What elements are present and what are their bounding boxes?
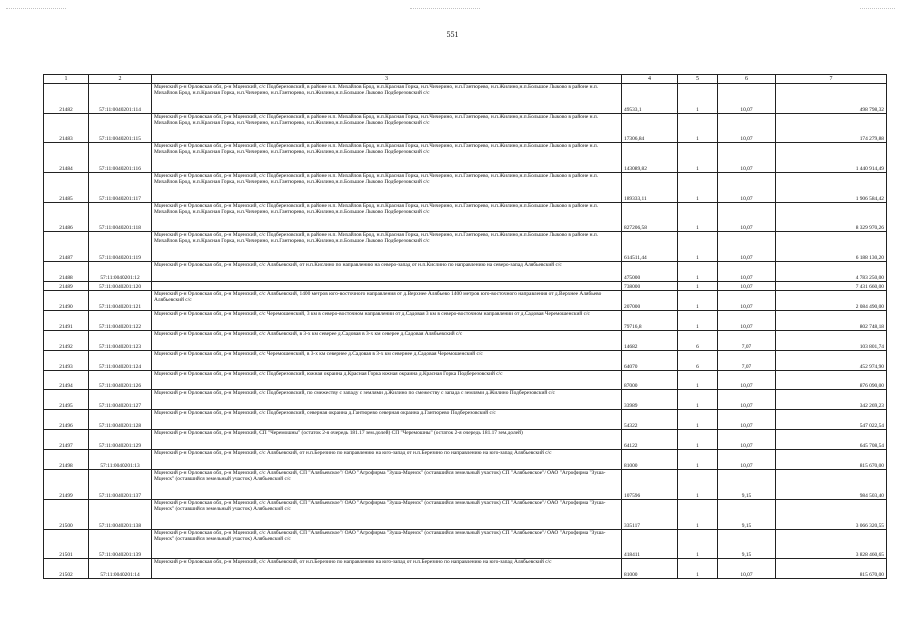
area-value: 189333,11	[622, 173, 678, 203]
rate-value: 10,07	[718, 203, 776, 232]
table-row	[44, 351, 887, 371]
cadastral-number: 57:11:0040201:127	[89, 390, 152, 410]
location-description: Мценский р-н Орловская обл, р-н Мценский, с/с Алябьевский, от н.п.Березино по направлению на юго-запад от н.п.Березино по направлению на юго-запад Алябьевский с/с	[152, 559, 622, 579]
group-value: 1	[678, 282, 718, 291]
location-description: Мценский р-н Орловская обл, р-н Мценский, с/с Алябьевский, в 3-х км северее д.Садовая в 3-х км северее д.Садовая Алябьевский с/с	[152, 331, 622, 351]
group-value: 1	[678, 232, 718, 262]
cadastral-number: 57:11:0040201:14	[89, 559, 152, 579]
row-number: 21494	[44, 371, 89, 390]
column-header: 6	[718, 75, 776, 84]
cadastral-value: 8 329 970,26	[776, 203, 887, 232]
cadastral-number: 57:11:0040201:139	[89, 530, 152, 559]
scan-artifact	[860, 8, 895, 10]
rate-value: 10,07	[718, 143, 776, 173]
cadastral-value: 1 440 914,49	[776, 143, 887, 173]
area-value: 207000	[622, 291, 678, 311]
rate-value: 10,07	[718, 114, 776, 143]
cadastral-value: 802 748,18	[776, 311, 887, 331]
cadastral-value: 984 503,40	[776, 470, 887, 500]
group-value: 1	[678, 173, 718, 203]
row-number: 21488	[44, 262, 89, 282]
cadastral-number: 57:11:0040201:116	[89, 143, 152, 173]
column-header: 2	[89, 75, 152, 84]
table-row	[44, 410, 887, 430]
row-number: 21485	[44, 173, 89, 203]
group-value: 1	[678, 114, 718, 143]
row-number: 21495	[44, 390, 89, 410]
table-row	[44, 530, 887, 559]
area-value: 418411	[622, 530, 678, 559]
cadastral-value: 342 269,23	[776, 390, 887, 410]
row-number: 21496	[44, 410, 89, 430]
table-row	[44, 390, 887, 410]
cadastral-number: 57:11:0040201:114	[89, 84, 152, 114]
cadastral-number: 57:11:0040201:119	[89, 232, 152, 262]
location-description: Мценский р-н Орловская обл, р-н Мценский, с/с Подберезовский, южная окраина д.Красная Горка южная окраина д.Красная Горка Подберезовский с/с	[152, 371, 622, 390]
group-value: 1	[678, 203, 718, 232]
area-value: 79716,8	[622, 311, 678, 331]
table-row	[44, 311, 887, 331]
area-value: 143089,82	[622, 143, 678, 173]
group-value: 1	[678, 410, 718, 430]
location-description: Мценский р-н Орловская обл, р-н Мценский, с/с Подберезовский, по смежеству с западу с землями д.Жилино по смежеству с запада с землями д.Жилино Подберезовский с/с	[152, 390, 622, 410]
rate-value: 10,07	[718, 559, 776, 579]
location-description: Мценский р-н Орловская обл, р-н Мценский, с/с Подберезовский, в районе н.п. Михайлов Брод, н.п.Красная Горка, н.п.Чичерино, н.п.Гантюрево, н.п.Жилино,н.п.Большое Лыково в районе н.п. Михайлов Брод, н.п.Красная Горка, н.п.Чичерино, н.п.Гантюрево, н.п.Жилино,н.п.Большое Лыково Подберезовский с/с	[152, 232, 622, 262]
column-header: 3	[152, 75, 622, 84]
group-value: 1	[678, 559, 718, 579]
row-number: 21487	[44, 232, 89, 262]
table-row	[44, 173, 887, 203]
area-value: 54322	[622, 410, 678, 430]
cadastral-number: 57:11:0040201:121	[89, 291, 152, 311]
area-value: 64070	[622, 351, 678, 371]
cadastral-value: 2 084 490,00	[776, 291, 887, 311]
row-number: 21489	[44, 282, 89, 291]
rate-value: 10,07	[718, 291, 776, 311]
row-number: 21486	[44, 203, 89, 232]
group-value: 6	[678, 331, 718, 351]
group-value: 6	[678, 351, 718, 371]
location-description: Мценский р-н Орловская обл, р-н Мценский, с/с Черемошенский, 3 км в северо-восточном направлении от д.Садовая 3 км в северо-восточном направлении от д.Садовая Черемошенский с/с	[152, 311, 622, 331]
group-value: 1	[678, 530, 718, 559]
column-header: 1	[44, 75, 89, 84]
cadastral-value: 103 801,74	[776, 331, 887, 351]
group-value: 1	[678, 500, 718, 530]
cadastral-number: 57:11:0040201:117	[89, 173, 152, 203]
cadastral-value: 498 798,32	[776, 84, 887, 114]
rate-value: 10,07	[718, 232, 776, 262]
rate-value: 7,07	[718, 331, 776, 351]
location-description: Мценский р-н Орловская обл, р-н Мценский, с/с Черемошенский, в 3-х км севернее д.Садовая в 3-х км севернее д.Садовая Черемошенский с/с	[152, 351, 622, 371]
column-header: 4	[622, 75, 678, 84]
area-value: 33989	[622, 390, 678, 410]
cadastral-value: 452 974,90	[776, 351, 887, 371]
table-row	[44, 262, 887, 282]
table-row	[44, 371, 887, 390]
cadastral-number: 57:11:0040201:120	[89, 282, 152, 291]
cadastral-value: 3 066 320,55	[776, 500, 887, 530]
location-description: Мценский р-н Орловская обл, р-н Мценский, с/с Алябьевский, от н.п.Березино по направлению на юго-запад от н.п.Березино по направлению на юго-запад Алябьевский с/с	[152, 450, 622, 470]
cadastral-number: 57:11:0040201:124	[89, 351, 152, 371]
location-description: Мценский р-н Орловская обл, р-н Мценский, с/с Алябьевский, от н.п.Кислино по направлению на северо-запад от н.п.Кислино по направлению на северо-запад Алябьевский с/с	[152, 262, 622, 282]
group-value: 1	[678, 450, 718, 470]
cadastral-value: 4 783 250,00	[776, 262, 887, 282]
area-value: 87000	[622, 371, 678, 390]
rate-value: 10,07	[718, 450, 776, 470]
row-number: 21490	[44, 291, 89, 311]
rate-value: 10,07	[718, 84, 776, 114]
column-header: 7	[776, 75, 887, 84]
area-value: 49533,1	[622, 84, 678, 114]
rate-value: 10,07	[718, 311, 776, 331]
location-description: Мценский р-н Орловская обл, р-н Мценский, с/с Подберезовский, в районе н.п. Михайлов Брод, н.п.Красная Горка, н.п.Чичерино, н.п.Гантюрево, н.п.Жилино,н.п.Большое Лыково в районе н.п. Михайлов Брод, н.п.Красная Горка, н.п.Чичерино, н.п.Гантюрево, н.п.Жилино,н.п.Большое Лыково Подберезовский с/с	[152, 114, 622, 143]
cadastral-value: 547 022,54	[776, 410, 887, 430]
row-number: 21483	[44, 114, 89, 143]
row-number: 21499	[44, 470, 89, 500]
table-row	[44, 430, 887, 450]
cadastral-number: 57:11:0040201:12	[89, 262, 152, 282]
table-row	[44, 450, 887, 470]
table-row	[44, 84, 887, 114]
area-value: 475000	[622, 262, 678, 282]
area-value: 738000	[622, 282, 678, 291]
group-value: 1	[678, 143, 718, 173]
cadastral-number: 57:11:0040201:115	[89, 114, 152, 143]
cadastral-value: 7 431 660,00	[776, 282, 887, 291]
rate-value: 10,07	[718, 173, 776, 203]
area-value: 614511,44	[622, 232, 678, 262]
row-number: 21498	[44, 450, 89, 470]
location-description: Мценский р-н Орловская обл, р-н Мценский, с/с Алябьевский, СП "Алябьевское"/ ОАО "Агрофирма "Зуша-Мценск" (оставшийся земельный участок) СП "Алябьевское"/ ОАО "Агрофирма "Зуша-Мценск" (оставшийся земельный участок) Алябьевский с/с	[152, 500, 622, 530]
area-value: 64122	[622, 430, 678, 450]
row-number: 21502	[44, 559, 89, 579]
table-row	[44, 559, 887, 579]
cadastral-value: 3 828 460,65	[776, 530, 887, 559]
row-number: 21501	[44, 530, 89, 559]
cadastral-value: 815 670,00	[776, 450, 887, 470]
area-value: 827206,58	[622, 203, 678, 232]
rate-value: 10,07	[718, 390, 776, 410]
group-value: 1	[678, 262, 718, 282]
group-value: 1	[678, 430, 718, 450]
area-value: 107596	[622, 470, 678, 500]
rate-value: 10,07	[718, 410, 776, 430]
row-number: 21493	[44, 351, 89, 371]
cadastral-number: 57:11:0040201:126	[89, 371, 152, 390]
location-description: Мценский р-н Орловская обл, р-н Мценский, с/с Алябьевский, 1400 метров юго-восточного направления от д.Верхнее Алябьево 1400 метров юго-восточного направления от д.Верхнее Алябьево Алябьевский с/с	[152, 291, 622, 311]
row-number: 21491	[44, 311, 89, 331]
area-value: 335117	[622, 500, 678, 530]
row-number: 21500	[44, 500, 89, 530]
group-value: 1	[678, 470, 718, 500]
row-number: 21492	[44, 331, 89, 351]
location-description: Мценский р-н Орловская обл, р-н Мценский, с/с Алябьевский, СП "Алябьевское"/ ОАО "Агрофирма "Зуша-Мценск" (оставшийся земельный участок) СП "Алябьевское"/ ОАО "Агрофирма "Зуша-Мценск" (оставшийся земельный участок) Алябьевский с/с	[152, 530, 622, 559]
table-row	[44, 291, 887, 311]
cadastral-value: 1 906 584,42	[776, 173, 887, 203]
cadastral-value: 6 188 130,20	[776, 232, 887, 262]
rate-value: 9,15	[718, 470, 776, 500]
cadastral-number: 57:11:0040201:138	[89, 500, 152, 530]
cadastral-value: 815 670,00	[776, 559, 887, 579]
table-row	[44, 500, 887, 530]
registry-table	[43, 74, 887, 579]
table-row	[44, 331, 887, 351]
rate-value: 9,15	[718, 500, 776, 530]
cadastral-number: 57:11:0040201:137	[89, 470, 152, 500]
area-value: 17306,84	[622, 114, 678, 143]
table-row	[44, 470, 887, 500]
cadastral-number: 57:11:0040201:123	[89, 331, 152, 351]
table-row	[44, 114, 887, 143]
group-value: 1	[678, 291, 718, 311]
cadastral-value: 876 090,00	[776, 371, 887, 390]
location-description: Мценский р-н Орловская обл, р-н Мценский, с/с Подберезовский, в районе н.п. Михайлов Брод, н.п.Красная Горка, н.п.Чичерино, н.п.Гантюрево, н.п.Жилино,н.п.Большое Лыково в районе н.п. Михайлов Брод, н.п.Красная Горка, н.п.Чичерино, н.п.Гантюрево, н.п.Жилино,н.п.Большое Лыково Подберезовский с/с	[152, 84, 622, 114]
table-row	[44, 203, 887, 232]
location-description: Мценский р-н Орловская обл, р-н Мценский, с/с Подберезовский, в районе н.п. Михайлов Брод, н.п.Красная Горка, н.п.Чичерино, н.п.Гантюрево, н.п.Жилино,н.п.Большое Лыково в районе н.п. Михайлов Брод, н.п.Красная Горка, н.п.Чичерино, н.п.Гантюрево, н.п.Жилино,н.п.Большое Лыково Подберезовский с/с	[152, 173, 622, 203]
area-value: 14682	[622, 331, 678, 351]
cadastral-number: 57:11:0040201:122	[89, 311, 152, 331]
scan-artifact	[6, 8, 66, 10]
location-description: Мценский р-н Орловская обл, р-н Мценский, с/с Подберезовский, в районе н.п. Михайлов Брод, н.п.Красная Горка, н.п.Чичерино, н.п.Гантюрево, н.п.Жилино,н.п.Большое Лыково в районе н.п. Михайлов Брод, н.п.Красная Горка, н.п.Чичерино, н.п.Гантюрево, н.п.Жилино,н.п.Большое Лыково Подберезовский с/с	[152, 203, 622, 232]
row-number: 21484	[44, 143, 89, 173]
group-value: 1	[678, 311, 718, 331]
page-number: 551	[446, 30, 459, 39]
cadastral-value: 645 708,54	[776, 430, 887, 450]
rate-value: 7,07	[718, 351, 776, 371]
column-header: 5	[678, 75, 718, 84]
rate-value: 10,07	[718, 262, 776, 282]
cadastral-number: 57:11:0040201:13	[89, 450, 152, 470]
cadastral-number: 57:11:0040201:118	[89, 203, 152, 232]
location-description: Мценский р-н Орловская обл, р-н Мценский, СП "Черемошны" (остаток 2-я очередь 181.17 зем.долей) СП "Черемошны" (остаток 2-я очередь 181.17 зем.долей)	[152, 430, 622, 450]
scan-artifact	[410, 8, 480, 10]
row-number: 21482	[44, 84, 89, 114]
rate-value: 10,07	[718, 282, 776, 291]
location-description: Мценский р-н Орловская обл, р-н Мценский, с/с Подберезовский, северная окраина д.Гантюрево северная окраина д.Гантюрево Подберезовский с/с	[152, 410, 622, 430]
area-value: 81000	[622, 559, 678, 579]
location-description: Мценский р-н Орловская обл, р-н Мценский, с/с Алябьевский, СП "Алябьевское"/ ОАО "Агрофирма "Зуша-Мценск" (оставшийся земельный участок) СП "Алябьевское"/ ОАО "Агрофирма "Зуша-Мценск" (оставшийся земельный участок) Алябьевский с/с	[152, 470, 622, 500]
table-row	[44, 282, 887, 291]
group-value: 1	[678, 84, 718, 114]
row-number: 21497	[44, 430, 89, 450]
group-value: 1	[678, 371, 718, 390]
rate-value: 9,15	[718, 530, 776, 559]
table-row	[44, 143, 887, 173]
group-value: 1	[678, 390, 718, 410]
cadastral-number: 57:11:0040201:128	[89, 410, 152, 430]
location-description	[152, 282, 622, 291]
rate-value: 10,07	[718, 430, 776, 450]
rate-value: 10,07	[718, 371, 776, 390]
table-row	[44, 232, 887, 262]
header-row	[44, 75, 887, 84]
cadastral-number: 57:11:0040201:129	[89, 430, 152, 450]
location-description: Мценский р-н Орловская обл, р-н Мценский, с/с Подберезовский, в районе н.п. Михайлов Брод, н.п.Красная Горка, н.п.Чичерино, н.п.Гантюрево, н.п.Жилино,н.п.Большое Лыково в районе н.п. Михайлов Брод, н.п.Красная Горка, н.п.Чичерино, н.п.Гантюрево, н.п.Жилино,н.п.Большое Лыково Подберезовский с/с	[152, 143, 622, 173]
area-value: 81000	[622, 450, 678, 470]
cadastral-value: 174 279,88	[776, 114, 887, 143]
